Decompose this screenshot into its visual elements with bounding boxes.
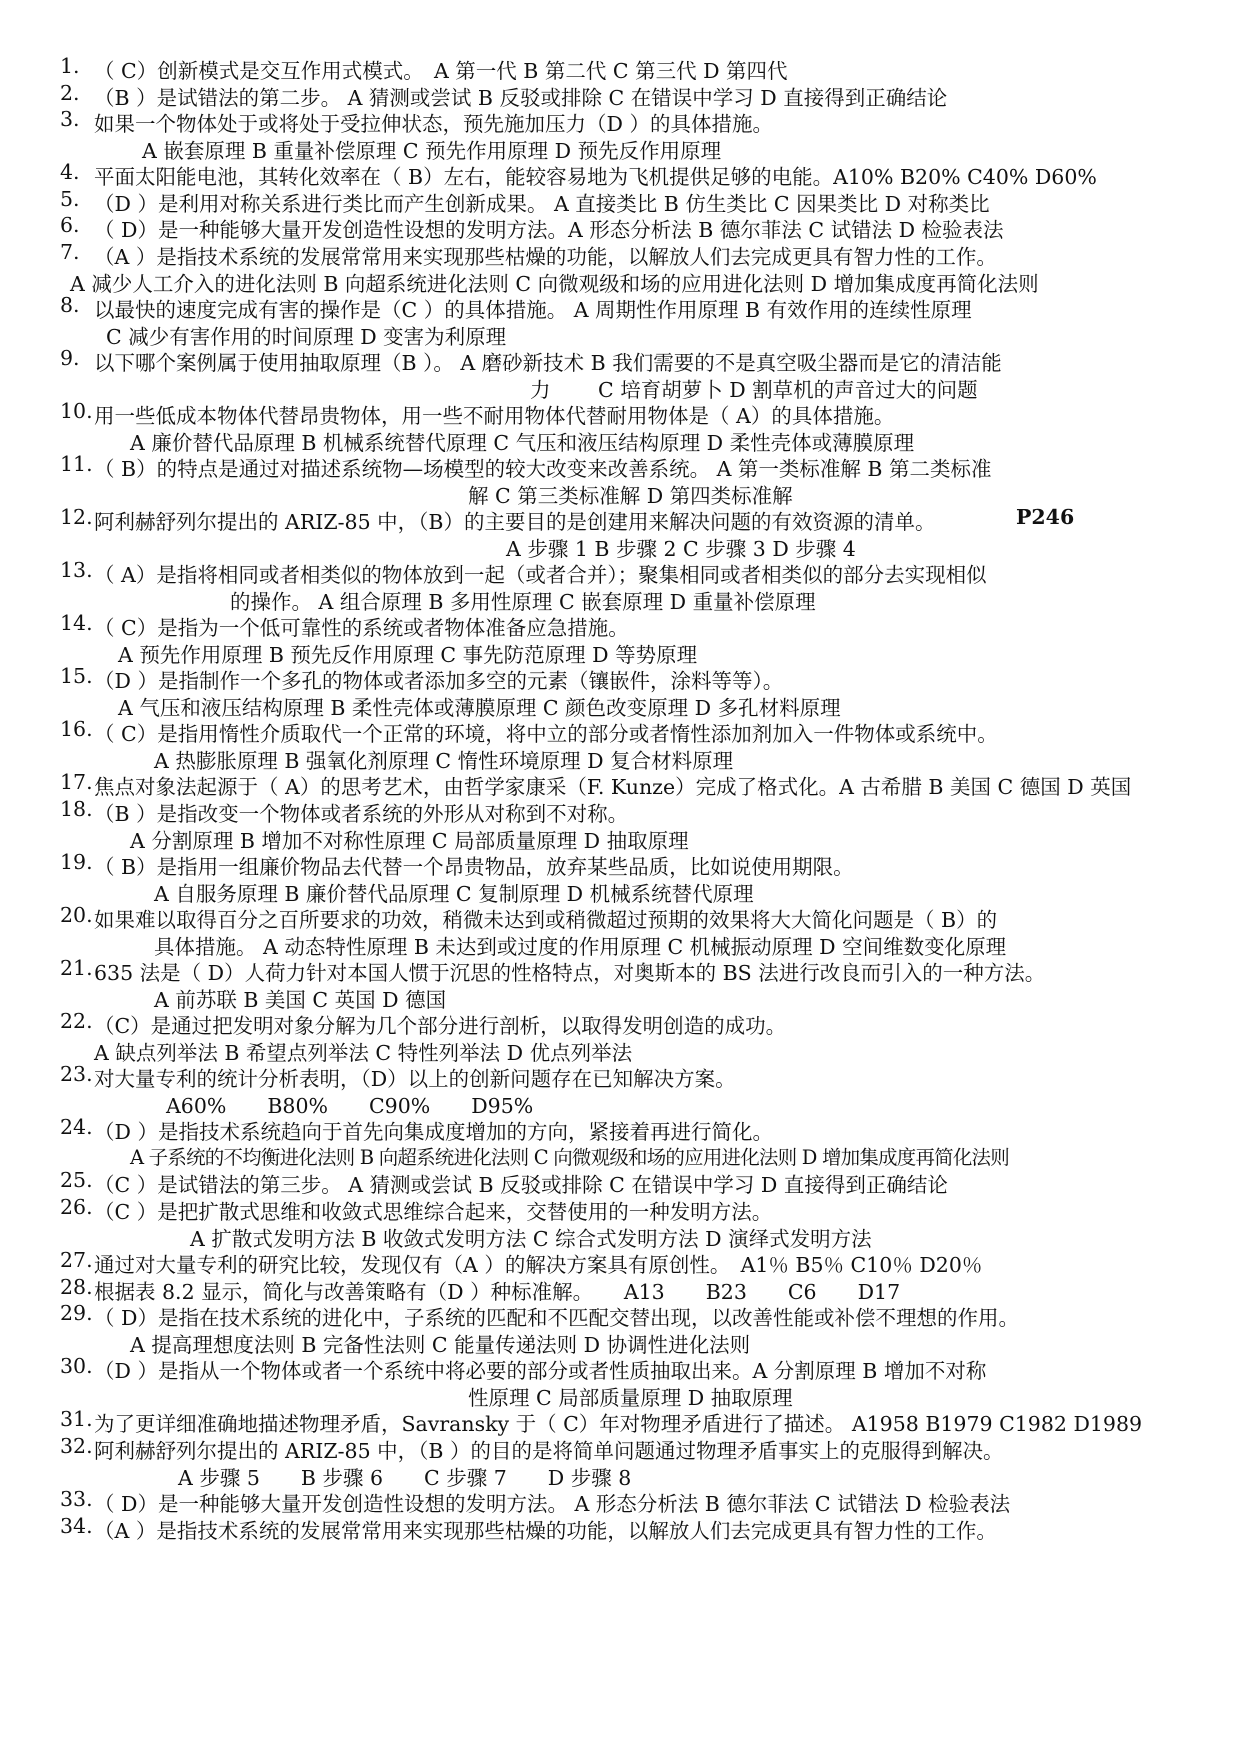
question-text: 对大量专利的统计分析表明，（D）以上的创新问题存在已知解决方案。 xyxy=(94,1067,736,1091)
question-text: 如果一个物体处于或将处于受拉伸状态，预先施加压力（D ）的具体措施。 xyxy=(94,112,773,136)
question-number: 13. xyxy=(60,558,93,582)
question-number: 32. xyxy=(60,1434,93,1458)
question-options: 的操作。 A 组合原理 B 多用性原理 C 嵌套原理 D 重量补偿原理 xyxy=(230,590,816,614)
question-text: 阿利赫舒列尔提出的 ARIZ-85 中，（B）的主要目的是创建用来解决问题的有效资源的清单。 xyxy=(94,510,936,534)
question-text: 平面太阳能电池，其转化效率在（ B）左右，能较容易地为飞机提供足够的电能。A10% B20% C40% D60% xyxy=(94,165,1097,189)
question-options: A 步骤 5 B 步骤 6 C 步骤 7 D 步骤 8 xyxy=(178,1466,632,1490)
question-text: 根据表 8.2 显示，简化与改善策略有（D ）种标准解。 A13 B23 C6 D17 xyxy=(94,1280,901,1304)
question-options: A60% B80% C90% D95% xyxy=(166,1094,534,1118)
question-number: 24. xyxy=(60,1115,93,1139)
question-options: 解 C 第三类标准解 D 第四类标准解 xyxy=(468,484,793,508)
question-text: （C ）是把扩散式思维和收敛式思维综合起来，交替使用的一种发明方法。 xyxy=(94,1200,773,1224)
question-options: A 扩散式发明方法 B 收敛式发明方法 C 综合式发明方法 D 演绎式发明方法 xyxy=(190,1227,872,1251)
question-text: （B ）是试错法的第二步。 A 猜测或尝试 B 反驳或排除 C 在错误中学习 D 直接得到正确结论 xyxy=(94,86,948,110)
question-number: 3. xyxy=(60,107,80,131)
question-text: 通过对大量专利的研究比较，发现仅有（A ）的解决方案具有原创性。 A1％ B5％ C10％ D20％ xyxy=(94,1253,983,1277)
question-options: A 分割原理 B 增加不对称性原理 C 局部质量原理 D 抽取原理 xyxy=(130,829,689,853)
question-options: A 减少人工介入的进化法则 B 向超系统进化法则 C 向微观级和场的应用进化法则 D 增加集成度再简化法则 xyxy=(70,272,1039,296)
question-number: 26. xyxy=(60,1195,93,1219)
question-text: （ C）是指用惰性介质取代一个正常的环境，将中立的部分或者惰性添加剂加入一件物体或系统中。 xyxy=(94,722,998,746)
question-text: （C）是通过把发明对象分解为几个部分进行剖析，以取得发明创造的成功。 xyxy=(94,1014,787,1038)
question-number: 7. xyxy=(60,240,80,264)
question-number: 20. xyxy=(60,903,93,927)
question-number: 8. xyxy=(60,293,80,317)
question-options: C 减少有害作用的时间原理 D 变害为利原理 xyxy=(106,325,507,349)
question-number: 2. xyxy=(60,81,80,105)
question-text: （ B）是指用一组廉价物品去代替一个昂贵物品，放弃某些品质，比如说使用期限。 xyxy=(94,855,854,879)
question-text: （B ）是指改变一个物体或者系统的外形从对称到不对称。 xyxy=(94,802,629,826)
question-text: （C ）是试错法的第三步。 A 猜测或尝试 B 反驳或排除 C 在错误中学习 D 直接得到正确结论 xyxy=(94,1173,948,1197)
page-reference: P246 xyxy=(1016,505,1075,529)
question-options: 性原理 C 局部质量原理 D 抽取原理 xyxy=(468,1386,793,1410)
question-number: 18. xyxy=(60,797,93,821)
question-number: 22. xyxy=(60,1009,93,1033)
question-number: 23. xyxy=(60,1062,93,1086)
question-number: 15. xyxy=(60,664,93,688)
question-number: 10. xyxy=(60,399,93,423)
question-options: A 前苏联 B 美国 C 英国 D 德国 xyxy=(154,988,447,1012)
question-number: 17. xyxy=(60,770,93,794)
question-text: （ D）是一种能够大量开发创造性设想的发明方法。A 形态分析法 B 德尔菲法 C 试错法 D 检验表法 xyxy=(94,218,1004,242)
question-text: （ D）是指在技术系统的进化中，子系统的匹配和不匹配交替出现，以改善性能或补偿不理想的作用。 xyxy=(94,1306,1019,1330)
question-text: （D ）是指制作一个多孔的物体或者添加多空的元素（镶嵌件，涂料等等）。 xyxy=(94,669,784,693)
question-number: 34. xyxy=(60,1514,93,1538)
question-text: （D ）是利用对称关系进行类比而产生创新成果。 A 直接类比 B 仿生类比 C 因果类比 D 对称类比 xyxy=(94,192,990,216)
question-number: 5. xyxy=(60,187,80,211)
question-options: 具体措施。 A 动态特性原理 B 未达到或过度的作用原理 C 机械振动原理 D 空间维数变化原理 xyxy=(154,935,1007,959)
question-text: （A ）是指技术系统的发展常常用来实现那些枯燥的功能，以解放人们去完成更具有智力性的工作。 xyxy=(94,1519,997,1543)
question-number: 30. xyxy=(60,1354,93,1378)
question-text: （ C）是指为一个低可靠性的系统或者物体准备应急措施。 xyxy=(94,616,629,640)
question-number: 21. xyxy=(60,956,93,980)
question-options: 力 C 培育胡萝卜 D 割草机的声音过大的问题 xyxy=(530,378,978,402)
question-number: 16. xyxy=(60,717,93,741)
question-text: （ C）创新模式是交互作用式模式。 A 第一代 B 第二代 C 第三代 D 第四代 xyxy=(94,59,788,83)
question-number: 1. xyxy=(60,54,80,78)
question-text: （D ）是指技术系统趋向于首先向集成度增加的方向，紧接着再进行简化。 xyxy=(94,1120,773,1144)
question-text: 如果难以取得百分之百所要求的功效，稍微未达到或稍微超过预期的效果将大大简化问题是（ B）的 xyxy=(94,908,998,932)
question-number: 33. xyxy=(60,1487,93,1511)
question-number: 12. xyxy=(60,505,93,529)
question-text: 以最快的速度完成有害的操作是（C ）的具体措施。 A 周期性作用原理 B 有效作用的连续性原理 xyxy=(94,298,972,322)
question-number: 14. xyxy=(60,611,93,635)
question-text: （ A）是指将相同或者相类似的物体放到一起（或者合并）；聚集相同或者相类似的部分去实现相似 xyxy=(94,563,987,587)
question-options: A 步骤 1 B 步骤 2 C 步骤 3 D 步骤 4 xyxy=(506,537,856,561)
question-options: A 缺点列举法 B 希望点列举法 C 特性列举法 D 优点列举法 xyxy=(94,1041,633,1065)
question-text: （A ）是指技术系统的发展常常用来实现那些枯燥的功能，以解放人们去完成更具有智力性的工作。 xyxy=(94,245,997,269)
question-number: 31. xyxy=(60,1407,93,1431)
question-number: 27. xyxy=(60,1248,93,1272)
question-number: 9. xyxy=(60,346,80,370)
question-options: A 预先作用原理 B 预先反作用原理 C 事先防范原理 D 等势原理 xyxy=(118,643,698,667)
question-options: A 热膨胀原理 B 强氧化剂原理 C 惰性环境原理 D 复合材料原理 xyxy=(154,749,734,773)
question-number: 29. xyxy=(60,1301,93,1325)
question-number: 25. xyxy=(60,1168,93,1192)
question-text: 为了更详细准确地描述物理矛盾，Savransky 于（ C）年对物理矛盾进行了描述。 A1958 B1979 C1982 D1989 xyxy=(94,1412,1143,1436)
question-text: 用一些低成本物体代替昂贵物体，用一些不耐用物体代替耐用物体是（ A）的具体措施。 xyxy=(94,404,895,428)
question-number: 11. xyxy=(60,452,93,476)
question-options: A 气压和液压结构原理 B 柔性壳体或薄膜原理 C 颜色改变原理 D 多孔材料原理 xyxy=(118,696,841,720)
question-text: 635 法是（ D）人荷力针对本国人惯于沉思的性格特点，对奥斯本的 BS 法进行改良而引入的一种方法。 xyxy=(94,961,1046,985)
question-options: A 子系统的不均衡进化法则 B 向超系统进化法则 C 向微观级和场的应用进化法则 D 增加集成度再简化法则 xyxy=(130,1146,1009,1169)
question-number: 4. xyxy=(60,160,80,184)
question-number: 6. xyxy=(60,213,80,237)
question-options: A 提高理想度法则 B 完备性法则 C 能量传递法则 D 协调性进化法则 xyxy=(130,1333,751,1357)
question-text: （D ）是指从一个物体或者一个系统中将必要的部分或者性质抽取出来。A 分割原理 B 增加不对称 xyxy=(94,1359,987,1383)
question-number: 19. xyxy=(60,850,93,874)
question-text: （ D）是一种能够大量开发创造性设想的发明方法。 A 形态分析法 B 德尔菲法 C 试错法 D 检验表法 xyxy=(94,1492,1011,1516)
question-options: A 嵌套原理 B 重量补偿原理 C 预先作用原理 D 预先反作用原理 xyxy=(142,139,722,163)
question-options: A 廉价替代品原理 B 机械系统替代原理 C 气压和液压结构原理 D 柔性壳体或薄膜原理 xyxy=(130,431,915,455)
question-text: 以下哪个案例属于使用抽取原理（B ）。 A 磨砂新技术 B 我们需要的不是真空吸尘器而是它的清洁能 xyxy=(94,351,1002,375)
question-text: 阿利赫舒列尔提出的 ARIZ-85 中，（B ）的目的是将简单问题通过物理矛盾事实上的克服得到解决。 xyxy=(94,1439,1004,1463)
question-text: 焦点对象法起源于（ A）的思考艺术，由哲学家康采（F. Kunze）完成了格式化。A 古希腊 B 美国 C 德国 D 英国 xyxy=(94,775,1132,799)
question-options: A 自服务原理 B 廉价替代品原理 C 复制原理 D 机械系统替代原理 xyxy=(154,882,754,906)
question-text: （ B）的特点是通过对描述系统物—场模型的较大改变来改善系统。 A 第一类标准解 B 第二类标准 xyxy=(94,457,992,481)
question-number: 28. xyxy=(60,1275,93,1299)
